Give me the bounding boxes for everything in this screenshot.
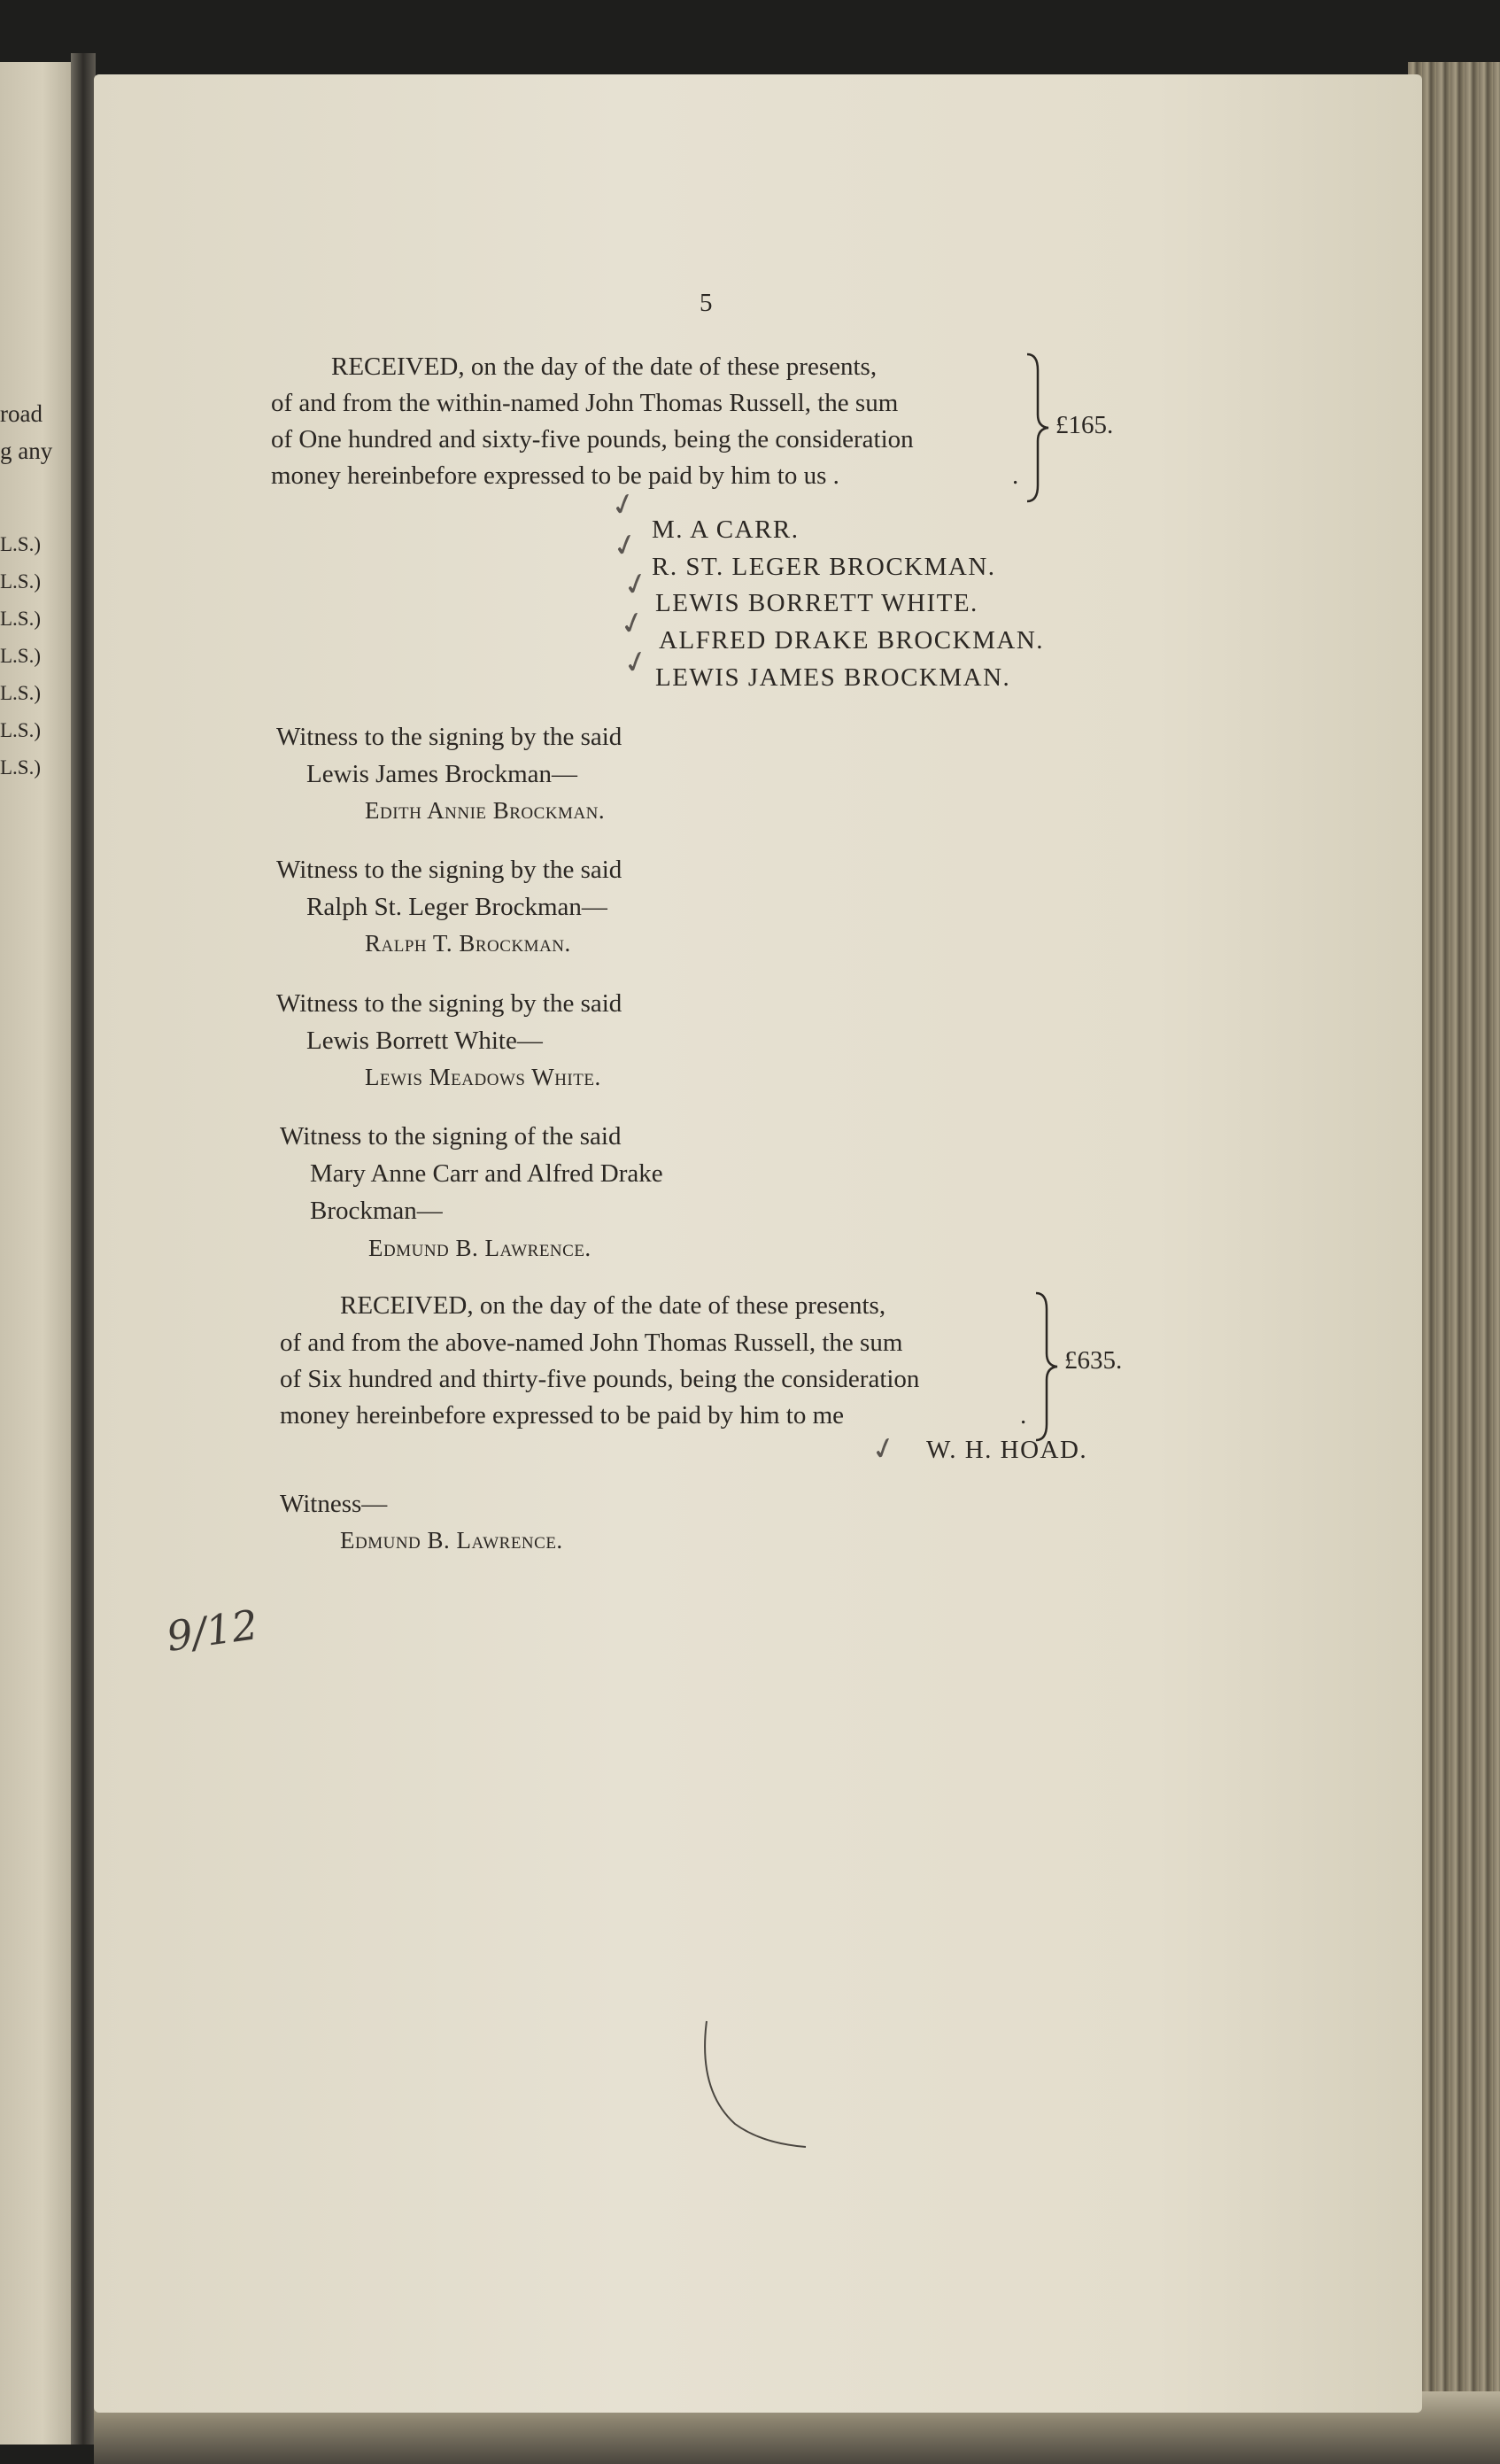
witness-name: Ralph T. Brockman. bbox=[365, 930, 571, 957]
left-margin-text: L.S.) bbox=[0, 682, 41, 704]
witness-line: Lewis Borrett White— bbox=[306, 1027, 543, 1055]
left-margin-text: L.S.) bbox=[0, 608, 41, 630]
witness-line: Brockman— bbox=[310, 1197, 443, 1225]
left-margin-text: L.S.) bbox=[0, 533, 41, 555]
page-number: 5 bbox=[700, 289, 713, 317]
receipt-amount: £635. bbox=[1064, 1346, 1123, 1375]
brace-icon bbox=[1025, 353, 1050, 503]
tick-mark-icon: ✓ bbox=[615, 602, 650, 645]
signatory-name: ALFRED DRAKE BROCKMAN. bbox=[659, 626, 1045, 655]
signatory-name: LEWIS JAMES BROCKMAN. bbox=[655, 663, 1011, 692]
handwritten-annotation: 9/12 bbox=[163, 1600, 261, 1661]
witness-line: Witness to the signing by the said bbox=[276, 989, 622, 1018]
witness-line: Ralph St. Leger Brockman— bbox=[306, 893, 607, 921]
receipt-line: of Six hundred and thirty-five pounds, being the consideration bbox=[280, 1365, 920, 1393]
witness-name: Edmund B. Lawrence. bbox=[340, 1527, 563, 1554]
pencil-stroke bbox=[700, 2019, 823, 2152]
receipt-line: money hereinbefore expressed to be paid by him to us . bbox=[271, 461, 839, 490]
left-page-fragment bbox=[0, 62, 71, 2445]
receipt-text: on the day of the date of these presents, bbox=[464, 353, 878, 381]
receipt-line bbox=[331, 354, 877, 380]
leader-dot: . bbox=[1012, 461, 1019, 490]
tick-mark-icon: ✓ bbox=[619, 563, 653, 606]
tick-mark-icon: ✓ bbox=[608, 524, 643, 567]
receipt-line: of and from the above-named John Thomas Russell, the sum bbox=[280, 1329, 903, 1357]
signatory-name: LEWIS BORRETT WHITE. bbox=[655, 589, 978, 617]
witness-line: Lewis James Brockman— bbox=[306, 760, 578, 788]
receipt-line: money hereinbefore expressed to be paid by him to me bbox=[280, 1401, 844, 1430]
witness-name: Edith Annie Brockman. bbox=[365, 797, 606, 824]
left-margin-text: road bbox=[0, 400, 43, 427]
witness-line: Witness to the signing of the said bbox=[280, 1122, 622, 1151]
receipt-text: on the day of the date of these presents, bbox=[473, 1291, 886, 1320]
brace-icon bbox=[1034, 1291, 1059, 1442]
left-margin-text: g any bbox=[0, 438, 53, 464]
received-heading: RECEIVED, bbox=[340, 1291, 474, 1320]
witness-line: Witness to the signing by the said bbox=[276, 856, 622, 884]
book-gutter bbox=[71, 53, 96, 2445]
tick-mark-icon: ✓ bbox=[619, 641, 653, 684]
witness-line: Witness to the signing by the said bbox=[276, 723, 622, 751]
signatory-name: M. A CARR. bbox=[652, 515, 800, 544]
witness-line: Mary Anne Carr and Alfred Drake bbox=[310, 1159, 663, 1188]
witness-label: Witness— bbox=[280, 1490, 388, 1518]
received-heading: RECEIVED, bbox=[331, 353, 465, 381]
witness-name: Lewis Meadows White. bbox=[365, 1064, 601, 1090]
tick-mark-icon: ✓ bbox=[607, 484, 641, 526]
signatory-name: R. ST. LEGER BROCKMAN. bbox=[652, 553, 996, 581]
receipt-amount: £165. bbox=[1055, 411, 1114, 439]
leader-dot: . bbox=[1020, 1401, 1027, 1430]
left-margin-text: L.S.) bbox=[0, 570, 41, 593]
left-margin-text: L.S.) bbox=[0, 719, 41, 741]
receipt-line: of One hundred and sixty-five pounds, being the consideration bbox=[271, 425, 914, 453]
signatory-name: W. H. HOAD. bbox=[926, 1436, 1088, 1464]
receipt-line: of and from the within-named John Thomas Russell, the sum bbox=[271, 389, 899, 417]
receipt-line bbox=[340, 1293, 885, 1319]
left-margin-text: L.S.) bbox=[0, 645, 41, 667]
left-margin-text: L.S.) bbox=[0, 756, 41, 779]
witness-name: Edmund B. Lawrence. bbox=[368, 1235, 591, 1261]
tick-mark-icon: ✓ bbox=[867, 1428, 901, 1470]
